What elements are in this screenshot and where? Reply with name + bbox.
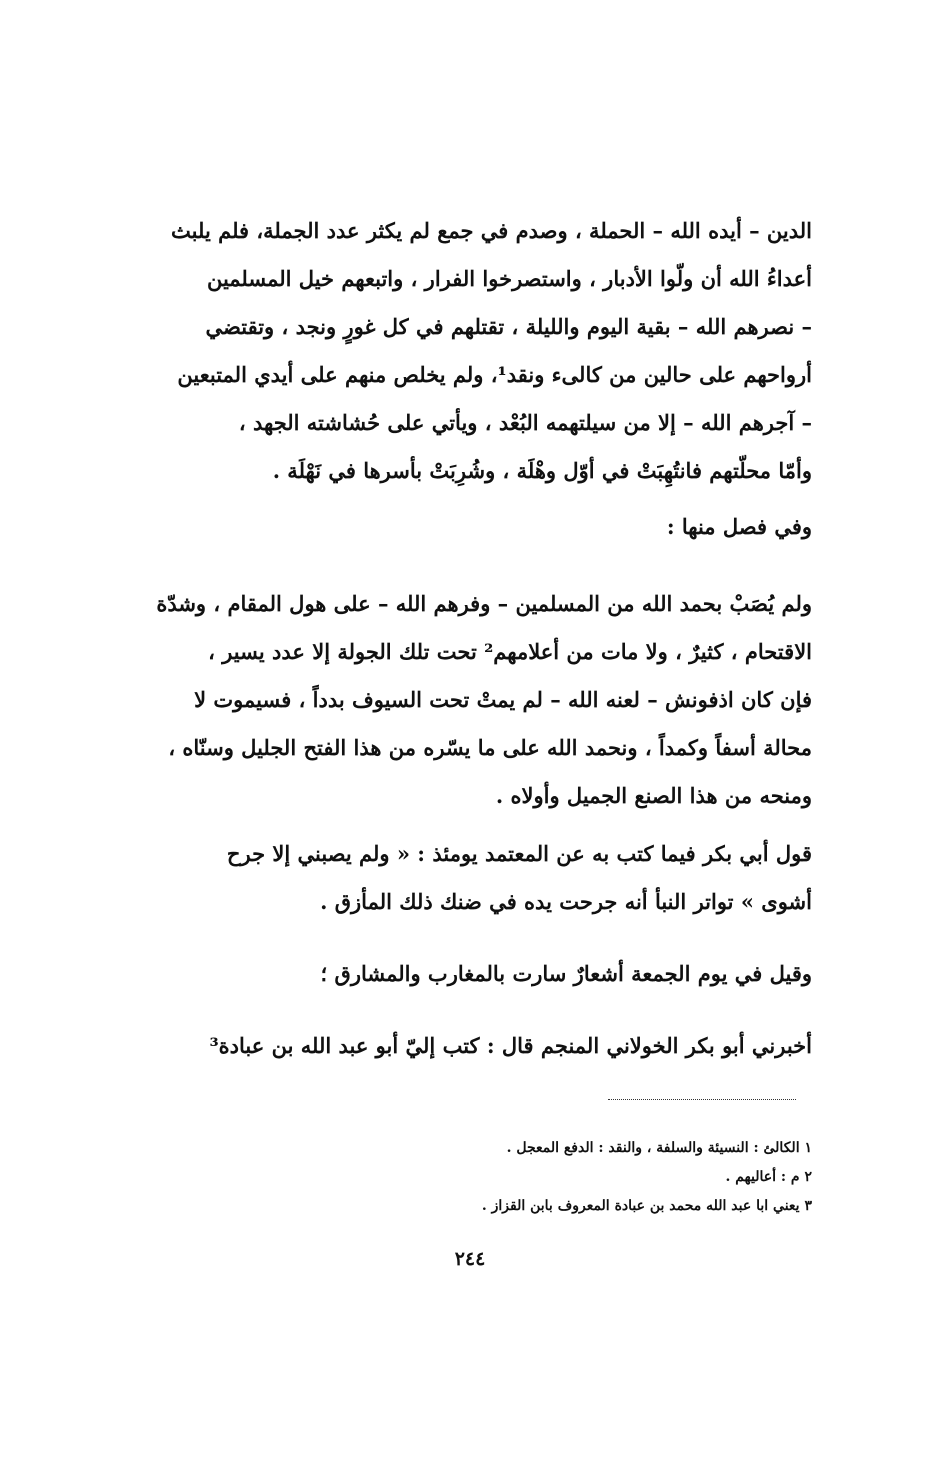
paragraph-battle-account [122,207,812,495]
text-line: الاقتحام ، كثيرٌ ، ولا مات من أعلامهم² تحت تلك الجولة إلا عدد يسير ، [208,639,812,664]
text-line: ومنحه من هذا الصنع الجميل وأولاه . [495,783,812,808]
text-line: وقيل في يوم الجمعة أشعارٌ سارت بالمغارب والمشارق ؛ [320,961,812,986]
text-line: محالة أسفاً وكمداً ، ونحمد الله على ما يسّره من هذا الفتح الجليل وسنّاه ، [168,735,812,760]
text-line: وأمّا محلّتهم فانتُهِبَتْ في أوّل وهْلَة ، وشُرِبَتْ بأسرها في نَهْلَة . [272,458,812,483]
text-line: أعداءُ الله أن ولّوا الأدبار ، واستصرخوا الفرار ، واتبعهم خيل المسلمين [206,266,812,291]
text-line: الدين – أيده الله – الحملة ، وصدم في جمع لم يكثر عدد الجملة، فلم يلبث [171,218,812,243]
text-line: قول أبي بكر فيما كتب به عن المعتمد يومئذ : « ولم يصبني إلا جرح [226,841,812,866]
text-line: فإن كان اذفونش – لعنه الله – لم يمتْ تحت السيوف بدداً ، فسيموت لا [194,687,812,712]
paragraph-section-heading [122,503,812,551]
text-line: – آجرهم الله – إلا من سيلتهمه البُعْد ، ويأتي على حُشاشته الجهد ، [238,410,812,435]
footnote-divider [608,1099,796,1100]
paragraph-khawlani-report [122,1022,812,1070]
page-number: ٢٤٤ [454,1248,486,1270]
footnote-3: ٣ يعني ابا عبد الله محمد بن عبادة المعروف بابن القزاز . [481,1198,812,1214]
text-line: أخبرني أبو بكر الخولاني المنجم قال : كتب إليّ أبو عبد الله بن عبادة³ [209,1033,812,1058]
paragraph-muslim-losses [122,580,812,820]
text-line: وفي فصل منها : [666,514,812,539]
text-line: – نصرهم الله – بقية اليوم والليلة ، تقتلهم في كل غورٍ ونجد ، وتقتضي [205,314,812,339]
paragraph-poems-note [122,950,812,998]
text-line: أشوى » تواتر النبأ أنه جرحت يده في ضنك ذلك المأزق . [320,889,812,914]
text-line: ولم يُصَبْ بحمد الله من المسلمين – وفرهم الله – على هول المقام ، وشدّة [156,591,812,616]
text-line: أرواحهم على حالين من كالىء ونقد¹، ولم يخلص منهم على أيدي المتبعين [177,362,812,387]
paragraph-abu-bakr-quote [122,830,812,926]
footnote-2: ٢ م : أعاليهم . [725,1169,812,1185]
footnote-1: ١ الكالئ : النسيئة والسلفة ، والنقد : الدفع المعجل . [506,1140,812,1156]
footnotes [122,1134,812,1221]
